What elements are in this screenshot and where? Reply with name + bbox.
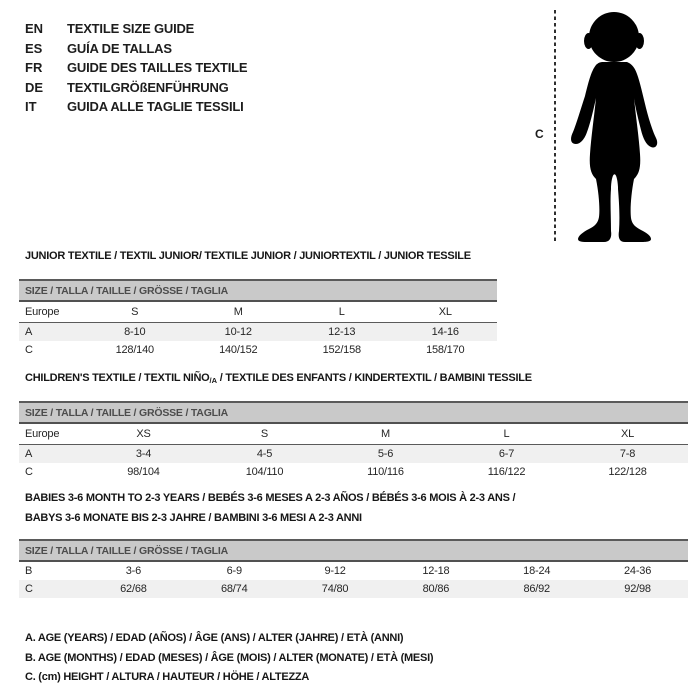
footnote-b: B. AGE (MONTHS) / EDAD (MESES) / ÂGE (MOIS) / ALTER (MONATE) / ETÀ (MESI) <box>25 651 434 664</box>
cell: 8-10 <box>124 326 146 338</box>
lang-code: DE <box>25 79 44 95</box>
height-marker-label: C <box>535 127 544 141</box>
lang-code: ES <box>25 40 43 56</box>
table-row <box>19 301 497 323</box>
cell: 152/158 <box>322 344 361 356</box>
title-text: / TEXTILE DES ENFANTS / KINDERTEXTIL / BAMBINI TESSILE <box>216 372 532 384</box>
title-line-2: BABYS 3-6 MONATE BIS 2-3 JAHRE / BAMBINI 3-6 MESI A 2-3 ANNI <box>25 511 362 524</box>
language-title-list <box>25 21 247 119</box>
cell: 128/140 <box>115 344 154 356</box>
cell: 6-9 <box>226 565 242 577</box>
lang-code: EN <box>25 21 44 36</box>
size-header-bar: SIZE / TALLA / TAILLE / GRÖSSE / TAGLIA <box>19 540 688 561</box>
cell: 104/110 <box>245 466 284 478</box>
height-dashed-line <box>554 10 556 242</box>
legend-footnotes <box>25 629 433 688</box>
cell: 7-8 <box>619 448 636 460</box>
cell: S <box>83 301 187 323</box>
title-text: CHILDREN'S TEXTILE / TEXTIL NIÑO <box>25 372 210 384</box>
table-row <box>19 463 688 481</box>
table-row <box>19 341 497 359</box>
cell: XL <box>567 423 688 445</box>
title-line-1: BABIES 3-6 MONTH TO 2-3 YEARS / BEBÉS 3-6 MESES A 2-3 AÑOS / BÉBÉS 3-6 MOIS À 2-3 ANS / <box>25 492 516 504</box>
cell: M <box>187 301 291 323</box>
cell: 158/170 <box>426 344 465 356</box>
junior-size-table <box>19 279 497 359</box>
table-row <box>19 580 688 598</box>
row-label: C <box>25 466 33 478</box>
lang-label: GUIDE DES TAILLES TEXTILE <box>67 60 248 75</box>
row-label: Europe <box>19 301 83 323</box>
title-subscript: /A <box>209 376 217 385</box>
cell: 92/98 <box>624 583 651 595</box>
lang-row-en <box>25 21 247 41</box>
cell: 122/128 <box>608 466 647 478</box>
footnote-c: C. (cm) HEIGHT / ALTURA / HAUTEUR / HÖHE / ALTEZZA <box>25 671 310 683</box>
lang-label: GUIDA ALLE TAGLIE TESSILI <box>67 99 244 114</box>
toddler-silhouette-icon <box>563 8 663 244</box>
head <box>589 12 639 62</box>
row-label: Europe <box>19 423 83 445</box>
cell: 9-12 <box>324 565 346 577</box>
children-section-title <box>25 372 532 385</box>
cell: 3-6 <box>125 565 142 577</box>
cell: 116/122 <box>487 466 526 478</box>
cell: 110/116 <box>367 466 404 478</box>
babies-section-title <box>25 489 665 528</box>
table-row <box>19 423 688 445</box>
cell: 62/68 <box>120 583 147 595</box>
cell: L <box>446 423 567 445</box>
body <box>571 62 657 242</box>
table-row <box>19 445 688 464</box>
row-label: A <box>25 326 33 338</box>
lang-row-fr <box>25 60 247 80</box>
junior-section-title: JUNIOR TEXTILE / TEXTIL JUNIOR/ TEXTILE JUNIOR / JUNIORTEXTIL / JUNIOR TESSILE <box>25 250 471 262</box>
lang-row-de <box>25 80 247 100</box>
row-label: A <box>25 448 33 460</box>
size-header-bar: SIZE / TALLA / TAILLE / GRÖSSE / TAGLIA <box>19 280 497 301</box>
footnote-a: A. AGE (YEARS) / EDAD (AÑOS) / ÂGE (ANS) / ALTER (JAHRE) / ETÀ (ANNI) <box>25 632 404 644</box>
cell: 10-12 <box>224 326 252 338</box>
cell: 68/74 <box>220 583 248 595</box>
lang-code: FR <box>25 60 43 75</box>
cell: M <box>325 423 446 445</box>
cell: 24-36 <box>624 565 652 577</box>
table-row <box>19 323 497 342</box>
cell: XL <box>394 301 498 323</box>
cell: L <box>290 301 394 323</box>
row-label: C <box>25 583 33 595</box>
table-row <box>19 561 688 580</box>
cell: 5-6 <box>377 448 394 460</box>
cell: 74/80 <box>321 583 349 595</box>
cell: 140/152 <box>219 344 258 356</box>
lang-label: GUÍA DE TALLAS <box>67 40 172 56</box>
row-label: C <box>25 344 33 356</box>
cell: 14-16 <box>431 326 459 338</box>
cell: 18-24 <box>523 565 551 577</box>
cell: 12-13 <box>328 326 356 338</box>
children-size-table <box>19 401 688 481</box>
row-label: B <box>25 565 33 577</box>
cell: S <box>204 423 325 445</box>
cell: 3-4 <box>135 448 152 460</box>
lang-row-it <box>25 99 247 119</box>
cell: 98/104 <box>127 466 160 478</box>
babies-size-table <box>19 539 688 598</box>
cell: 6-7 <box>498 448 515 460</box>
size-header-bar: SIZE / TALLA / TAILLE / GRÖSSE / TAGLIA <box>19 402 688 423</box>
cell: 86/92 <box>523 583 550 595</box>
lang-row-es <box>25 41 247 61</box>
cell: 4-5 <box>256 448 273 460</box>
lang-code: IT <box>25 99 37 114</box>
cell: XS <box>83 423 204 445</box>
lang-label: TEXTILE SIZE GUIDE <box>67 21 195 36</box>
cell: 12-18 <box>422 565 450 577</box>
cell: 80/86 <box>422 583 450 595</box>
lang-label: TEXTILGRÖßENFÜHRUNG <box>67 79 229 95</box>
